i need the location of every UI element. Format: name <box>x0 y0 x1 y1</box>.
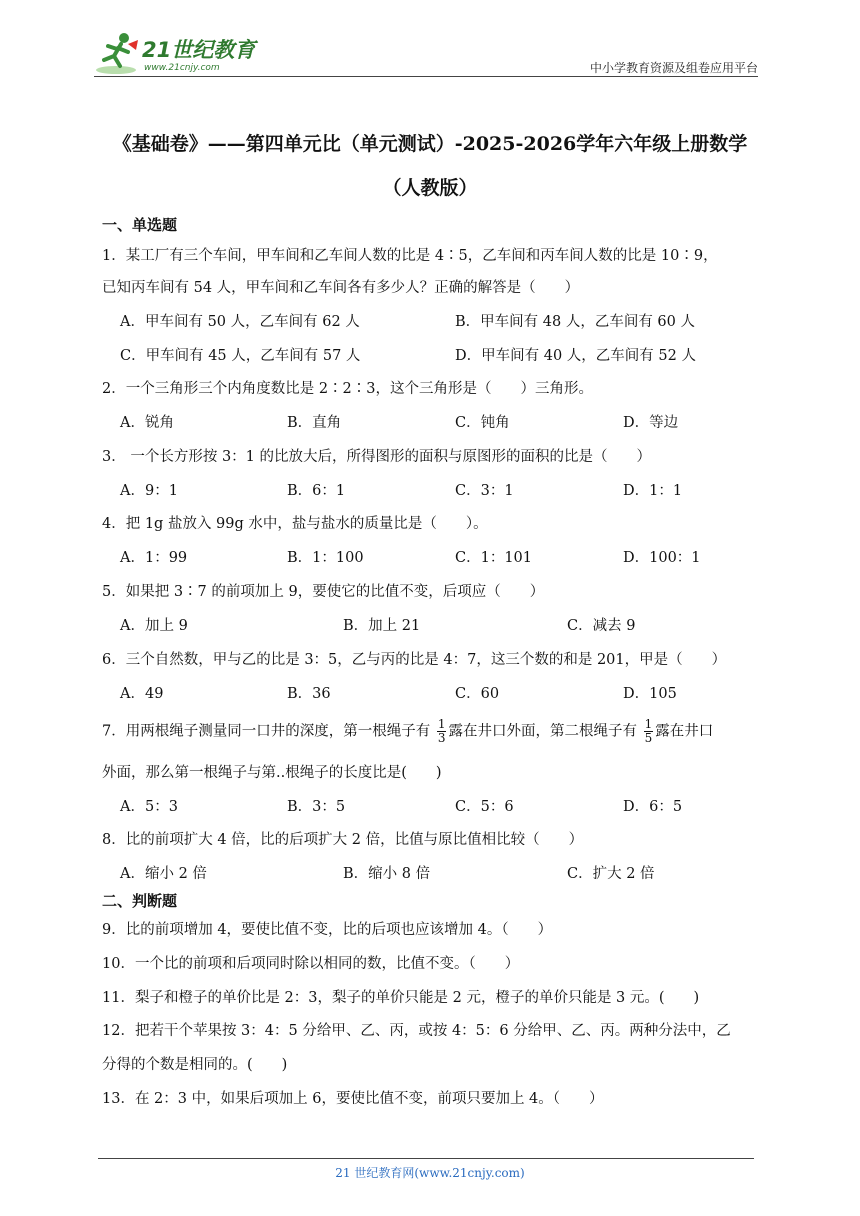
question-5: 5．如果把 3∶7 的前项加上 9，要使它的比值不变，后项应（ ） <box>102 584 545 600</box>
option-b: B．甲车间有 48 人，乙车间有 60 人 <box>455 314 695 330</box>
platform-tagline: 中小学教育资源及组卷应用平台 <box>589 61 758 75</box>
option-b: B．6：1 <box>287 483 346 499</box>
option-b: B．3：5 <box>287 799 346 815</box>
option-c: C．扩大 2 倍 <box>567 866 655 882</box>
question-1: 1．某工厂有三个车间，甲车间和乙车间人数的比是 4∶5，乙车间和丙车间人数的比是 10∶9， <box>102 248 718 264</box>
option-c: C．甲车间有 45 人，乙车间有 57 人 <box>120 348 361 364</box>
option-d: D．6：5 <box>623 799 683 815</box>
document-title: 《基础卷》——第四单元比（单元测试）-2025-2026学年六年级上册数学 <box>112 133 748 155</box>
question-7-text-b: 露在井口外面，第二根绳子有 <box>448 723 642 740</box>
question-7-text-a: 7．用两根绳子测量同一口井的深度，第一根绳子有 <box>102 723 435 740</box>
header-divider <box>94 76 758 77</box>
page-header <box>94 30 758 78</box>
question-7-text-c: 露在井口 <box>655 723 714 740</box>
question-8: 8．比的前项扩大 4 倍，比的后项扩大 2 倍，比值与原比值相比较（ ） <box>102 832 584 848</box>
question-2: 2．一个三角形三个内角度数比是 2∶2∶3，这个三角形是（ ）三角形。 <box>102 381 594 397</box>
question-11: 11．梨子和橙子的单价比是 2：3，梨子的单价只能是 2 元，橙子的单价只能是 3 元。( ) <box>102 990 700 1006</box>
option-c: C．3：1 <box>455 483 514 499</box>
option-a: A．锐角 <box>120 415 174 431</box>
question-7-line2: 外面，那么第一根绳子与第..根绳子的长度比是( ) <box>102 765 442 781</box>
option-b: B．36 <box>287 686 331 702</box>
logo-url: www.21cnjy.com <box>144 63 220 73</box>
footer-divider <box>98 1158 754 1159</box>
option-d: D．甲车间有 40 人，乙车间有 52 人 <box>455 348 696 364</box>
option-b: B．1：100 <box>287 550 364 566</box>
option-a: A．1：99 <box>120 550 188 566</box>
section-heading-true-false: 二、判断题 <box>102 892 178 910</box>
section-heading-single-choice: 一、单选题 <box>102 216 178 234</box>
option-c: C．5：6 <box>455 799 514 815</box>
option-b: B．缩小 8 倍 <box>343 866 431 882</box>
option-a: A．5：3 <box>120 799 178 815</box>
document-title-line2: （人教版） <box>382 177 478 199</box>
runner-icon <box>94 30 144 76</box>
question-10: 10．一个比的前项和后项同时除以相同的数，比值不变。（ ） <box>102 956 520 972</box>
question-9: 9．比的前项增加 4，要使比值不变，比的后项也应该增加 4。（ ） <box>102 922 553 938</box>
option-d: D．1：1 <box>623 483 683 499</box>
option-a: A．甲车间有 50 人，乙车间有 62 人 <box>120 314 360 330</box>
footer-link[interactable]: 21 世纪教育网(www.21cnjy.com) <box>335 1166 525 1180</box>
logo-text: 21世纪教育 <box>142 38 256 62</box>
question-12: 12．把若干个苹果按 3：4：5 分给甲、乙、丙，或按 4：5：6 分给甲、乙、丙。两种分法中，乙 <box>102 1023 731 1039</box>
option-d: D．105 <box>623 686 677 702</box>
question-1-line2: 已知丙车间有 54 人，甲车间和乙车间各有多少人？正确的解答是（ ） <box>102 280 580 296</box>
option-c: C．1：101 <box>455 550 532 566</box>
option-d: D．100：1 <box>623 550 701 566</box>
question-12-line2: 分得的个数是相同的。( ) <box>102 1057 288 1073</box>
site-logo <box>94 30 264 78</box>
fraction-one-third: $\frac{1}{3}$ <box>437 717 446 745</box>
question-3: 3． 一个长方形按 3：1 的比放大后，所得图形的面积与原图形的面积的比是（ ） <box>102 449 652 465</box>
option-c: C．减去 9 <box>567 618 636 634</box>
question-6: 6．三个自然数，甲与乙的比是 3：5，乙与丙的比是 4：7，这三个数的和是 201，甲是（ ） <box>102 652 727 668</box>
option-a: A．9：1 <box>120 483 178 499</box>
option-c: C．60 <box>455 686 500 702</box>
question-13: 13．在 2：3 中，如果后项加上 6，要使比值不变，前项只要加上 4。（ ） <box>102 1091 604 1107</box>
option-b: B．加上 21 <box>343 618 421 634</box>
option-a: A．缩小 2 倍 <box>120 866 207 882</box>
question-4: 4．把 1g 盐放入 99g 水中，盐与盐水的质量比是（ ）。 <box>102 516 488 532</box>
option-a: A．加上 9 <box>120 618 188 634</box>
option-d: D．等边 <box>623 415 679 431</box>
option-b: B．直角 <box>287 415 342 431</box>
option-c: C．钝角 <box>455 415 510 431</box>
fraction-one-fifth: $\frac{1}{5}$ <box>644 717 653 745</box>
question-7 <box>102 718 713 745</box>
option-a: A．49 <box>120 686 164 702</box>
